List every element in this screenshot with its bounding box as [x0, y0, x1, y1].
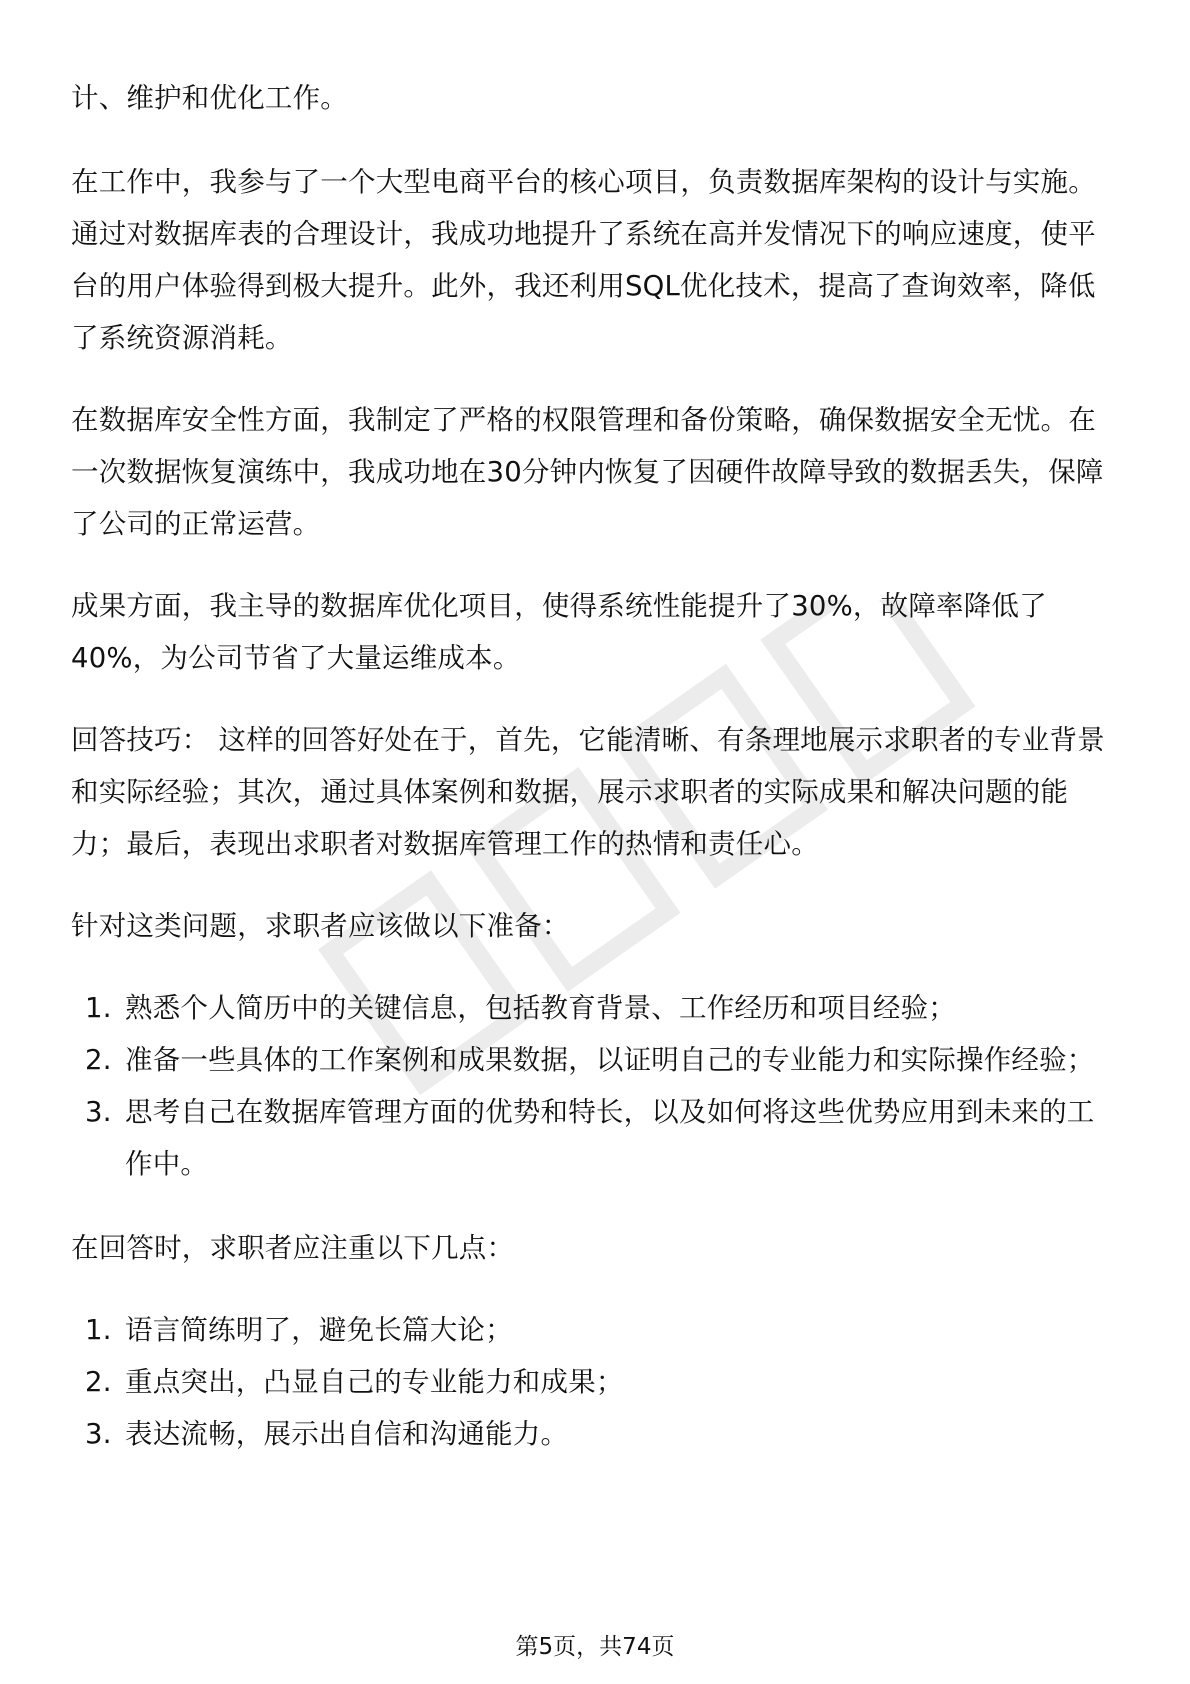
list-item: [71, 1356, 1119, 1408]
paragraph: 计、维护和优化工作。: [71, 82, 348, 114]
page-footer: 第5页，共74页: [515, 1634, 675, 1660]
list-number: 2.: [85, 1366, 112, 1398]
paragraph: 在数据库安全性方面，我制定了严格的权限管理和备份策略，确保数据安全无忧。在一次数据恢复演练中，我成功地在30分钟内恢复了因硬件故障导致的数据丢失，保障了公司的正常运营。: [71, 404, 1104, 540]
list-number: 1.: [85, 1314, 112, 1346]
list-item: [71, 1034, 1119, 1086]
list-item: [71, 1408, 1119, 1460]
paragraph: 针对这类问题，求职者应该做以下准备：: [71, 910, 570, 942]
list-item: [71, 1304, 1119, 1356]
paragraph: 成果方面，我主导的数据库优化项目，使得系统性能提升了30%，故障率降低了40%，为公司节省了大量运维成本。: [71, 590, 1047, 674]
list-item-text: 表达流畅，展示出自信和沟通能力。: [125, 1418, 569, 1450]
list-item: [71, 1086, 1119, 1190]
list-item-text: 思考自己在数据库管理方面的优势和特长，以及如何将这些优势应用到未来的工作中。: [125, 1096, 1095, 1180]
list-item-text: 重点突出，凸显自己的专业能力和成果；: [125, 1366, 624, 1398]
document-body: [71, 72, 1119, 1492]
list-number: 2.: [85, 1044, 112, 1076]
list-number: 3.: [85, 1096, 112, 1128]
paragraph: 在工作中，我参与了一个大型电商平台的核心项目，负责数据库架构的设计与实施。通过对数据库表的合理设计，我成功地提升了系统在高并发情况下的响应速度，使平台的用户体验得到极大提升。此外，我还利用SQL优化技术，提高了查询效率，降低了系统资源消耗。: [71, 166, 1096, 354]
list-item-text: 准备一些具体的工作案例和成果数据，以证明自己的专业能力和实际操作经验；: [125, 1044, 1095, 1076]
paragraph: 回答技巧： 这样的回答好处在于，首先，它能清晰、有条理地展示求职者的专业背景和实际经验；其次，通过具体案例和数据，展示求职者的实际成果和解决问题的能力；最后，表现出求职者对数据库管理工作的热情和责任心。: [71, 724, 1105, 860]
list-item-text: 熟悉个人简历中的关键信息，包括教育背景、工作经历和项目经验；: [125, 992, 956, 1024]
answer-list: [71, 1304, 1119, 1460]
list-item: [71, 982, 1119, 1034]
prep-list: [71, 982, 1119, 1190]
list-number: 1.: [85, 992, 112, 1024]
list-number: 3.: [85, 1418, 112, 1450]
list-item-text: 语言简练明了，避免长篇大论；: [125, 1314, 513, 1346]
paragraph: 在回答时，求职者应注重以下几点：: [71, 1232, 515, 1264]
